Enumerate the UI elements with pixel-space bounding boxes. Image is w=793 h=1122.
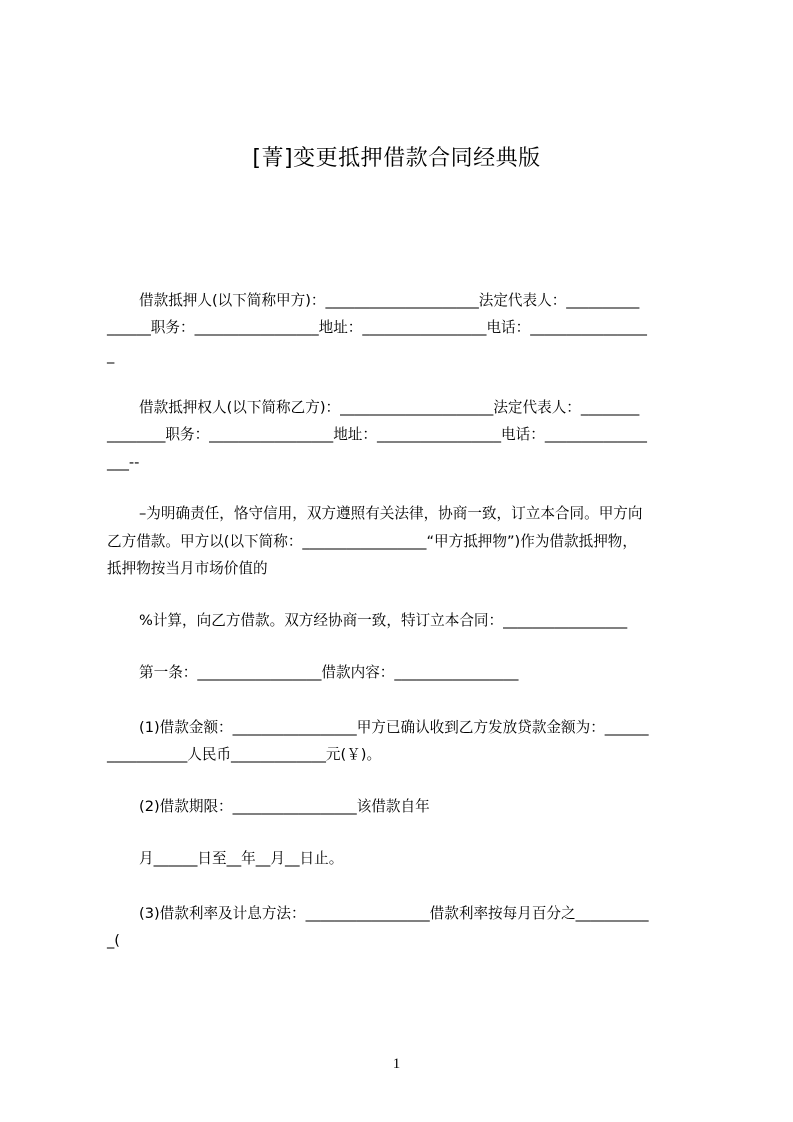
text-line: –为明确责任，恪守信用，双方遵照有关法律，协商一致，订立本合同。甲方向 bbox=[139, 505, 643, 522]
text-line: ___________人民币_____________元(￥)。 bbox=[107, 746, 382, 763]
text-line: _ bbox=[107, 347, 115, 364]
text-line: (2)借款期限：_________________该借款自年 bbox=[139, 798, 430, 815]
text-line: (1)借款金额：_________________甲方已确认收到乙方发放贷款金额为：______ bbox=[139, 719, 649, 736]
text-line: ________职务：_________________地址：_________________电话：______________ bbox=[107, 426, 647, 443]
text-line: 借款抵押人(以下简称甲方)：_____________________法定代表人：__________ bbox=[139, 292, 640, 309]
text-line: ______职务：_________________地址：_________________电话：________________ bbox=[107, 319, 647, 336]
text-line: 第一条：_________________借款内容：_________________ bbox=[139, 664, 519, 681]
text-line: 抵押物按当月市场价值的 bbox=[107, 560, 268, 577]
text-line: 月______日至__年__月__日止。 bbox=[139, 850, 344, 867]
document-title: [菁]变更抵押借款合同经典版 bbox=[252, 146, 541, 171]
text-line: %计算，向乙方借款。双方经协商一致，特订立本合同：_________________ bbox=[139, 612, 628, 629]
text-line: _( bbox=[107, 932, 120, 949]
page-number: 1 bbox=[392, 1056, 401, 1072]
text-line: 乙方借款。甲方以(以下简称：_________________“甲方抵押物”)作为借款抵押物， bbox=[107, 533, 637, 550]
text-line: ___-- bbox=[107, 454, 140, 471]
text-line: 借款抵押权人(以下简称乙方)：_____________________法定代表人：________ bbox=[139, 399, 640, 416]
text-line: (3)借款利率及计息方法：_________________借款利率按每月百分之__________ bbox=[139, 905, 649, 922]
